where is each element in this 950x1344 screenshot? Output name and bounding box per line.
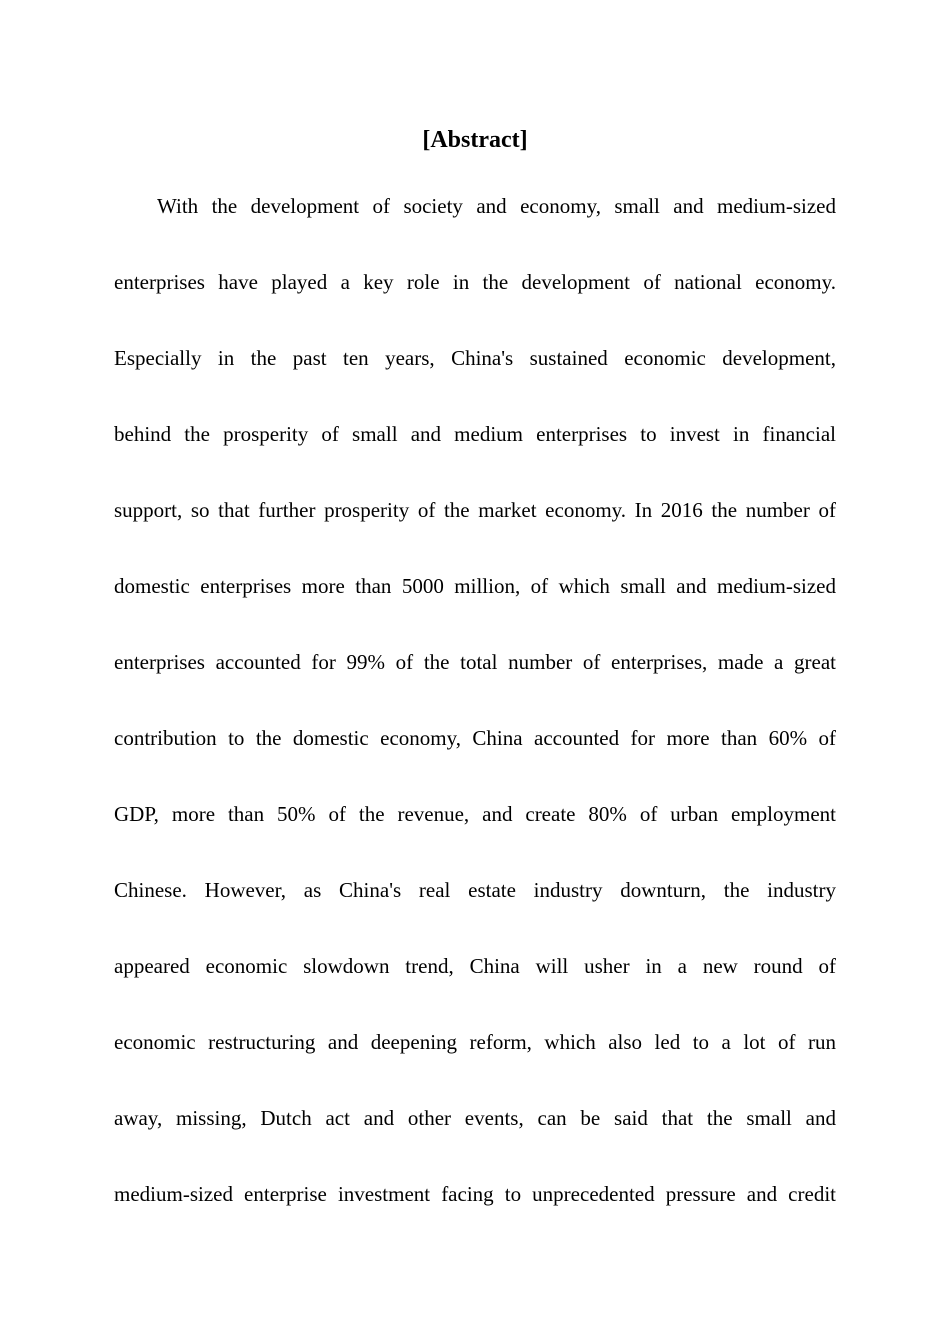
paragraph-line: behind the prosperity of small and medium enterprises to invest in financial [114, 422, 836, 446]
paragraph-line: economic restructuring and deepening reform, which also led to a lot of run [114, 1030, 836, 1054]
paragraph-line: GDP, more than 50% of the revenue, and create 80% of urban employment [114, 802, 836, 826]
paragraph-line: appeared economic slowdown trend, China will usher in a new round of [114, 954, 836, 978]
paragraph-line: support, so that further prosperity of the market economy. In 2016 the number of [114, 498, 836, 522]
paragraph-line: Especially in the past ten years, China's sustained economic development, [114, 346, 836, 370]
paragraph-line: contribution to the domestic economy, China accounted for more than 60% of [114, 726, 836, 750]
paragraph-line: enterprises accounted for 99% of the total number of enterprises, made a great [114, 650, 836, 674]
paragraph-line: domestic enterprises more than 5000 million, of which small and medium-sized [114, 574, 836, 598]
paragraph-line: away, missing, Dutch act and other events, can be said that the small and [114, 1106, 836, 1130]
paragraph-line: Chinese. However, as China's real estate industry downturn, the industry [114, 878, 836, 902]
paragraph-line: enterprises have played a key role in the development of national economy. [114, 270, 836, 294]
paragraph-line: medium-sized enterprise investment facing to unprecedented pressure and credit [114, 1182, 836, 1206]
paragraph-line: With the development of society and economy, small and medium-sized [157, 194, 836, 218]
abstract-heading: [Abstract] [422, 127, 528, 153]
